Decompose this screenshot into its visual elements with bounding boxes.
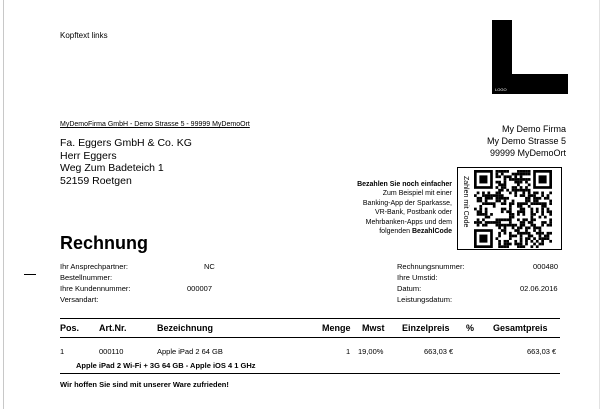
value-invoice-number: 000480 [533,262,559,271]
payment-line-last: folgenden BezahlCode [379,228,452,236]
payment-bold-word: BezahlCode [411,228,452,236]
page-edge-left [3,0,4,409]
row-quantity: 1 [346,347,351,356]
logo [492,20,568,94]
table-header-rule [60,337,560,338]
label-service-date: Leistungsdatum: [397,295,453,304]
payment-heading: Bezahlen Sie noch einfacher [357,181,452,188]
logo-inner [512,20,568,74]
recipient-address [60,137,192,187]
col-header-total-price: Gesamtpreis [493,323,548,333]
footer-text: Wir hoffen Sie sind mit unserer Ware zufrieden! [60,380,229,389]
row-pos: 1 [60,347,65,356]
value-date: 02.06.2016 [520,284,558,293]
label-date: Datum: [397,284,422,293]
payment-line: Mehrbanken-Apps und dem [365,218,452,226]
recipient-line: Fa. Eggers GmbH & Co. KG [60,137,192,149]
logo-label: LOGO [495,87,507,92]
col-header-unit-price: Einzelpreis [402,323,450,333]
row-vat: 19,00% [358,347,384,356]
label-order-number: Bestellnummer: [60,273,113,282]
label-contact: Ihr Ansprechpartner: [60,262,128,271]
header-text-left: Kopftext links [60,31,108,40]
row-detail: Apple iPad 2 Wi-Fi + 3G 64 GB - Apple iOS 4 1 GHz [76,361,256,370]
row-art-nr: 000110 [99,347,124,356]
label-shipping: Versandart: [60,295,99,304]
recipient-line: Weg Zum Badeteich 1 [60,162,164,174]
col-header-description: Bezeichnung [157,323,214,333]
label-invoice-number: Rechnungsnummer: [397,262,465,271]
page-edge-right [599,0,600,409]
payment-line: VR-Bank, Postbank oder [374,209,452,217]
payment-line: Zum Beispiel mit einer [382,190,452,198]
recipient-line: Herr Eggers [60,149,117,162]
payment-line: Banking-App der Sparkasse, [362,199,452,207]
fold-mark [24,274,36,275]
qr-label: Zahlen mit Code [462,176,469,228]
label-vat-id: Ihre Umstid: [397,273,438,282]
row-description: Apple iPad 2 64 GB [157,347,223,356]
document-title: Rechnung [60,233,148,253]
sender-line: My Demo Strasse 5 [486,136,566,146]
label-customer-number: Ihre Kundennummer: [60,284,131,293]
row-total-price: 663,03 € [527,347,557,356]
recipient-line: 52159 Roetgen [60,174,132,187]
col-header-vat: Mwst [362,323,385,333]
table-top-rule [60,318,560,319]
qr-code-frame [457,167,562,250]
col-header-percent: % [466,323,475,333]
col-header-art-nr: Art.Nr. [99,323,127,333]
sender-line: 99999 MyDemoOrt [489,148,566,158]
table-bottom-rule [60,373,560,374]
qr-code-icon [474,170,552,248]
sender-return-line: MyDemoFirma GmbH - Demo Strasse 5 - 99999 MyDemoOrt [60,121,250,128]
sender-line: My Demo Firma [501,124,566,134]
payment-info [318,180,452,236]
sender-address [487,123,566,159]
col-header-quantity: Menge [322,323,351,333]
value-customer-number: 000007 [187,284,213,293]
row-unit-price: 663,03 € [424,347,454,356]
value-contact: NC [204,262,215,271]
col-header-pos: Pos. [60,323,80,333]
